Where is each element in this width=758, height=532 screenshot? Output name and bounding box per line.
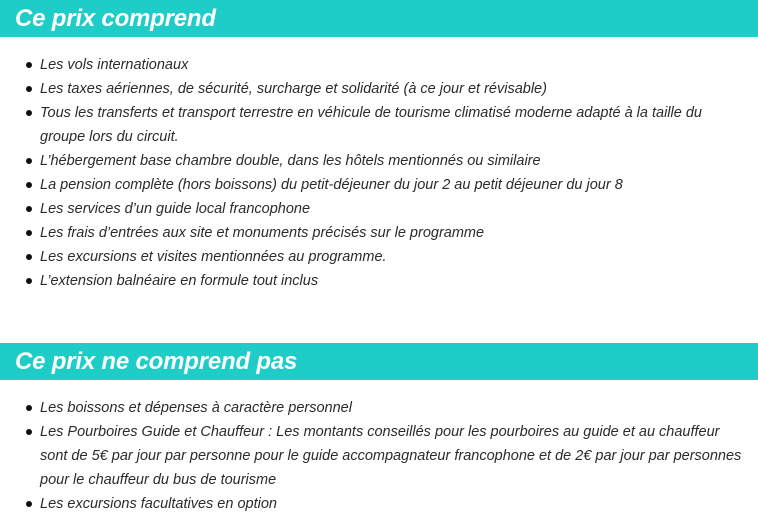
bullet-icon bbox=[26, 230, 32, 236]
list-item-text: Les Pourboires Guide et Chauffeur : Les montants conseillés pour les pourboires au guide et au chauffeur sont de 5€ par jour par personne pour le guide accompagnateur francophone et de 2€ par jour par personnes pour le chauffeur du bus de tourisme bbox=[40, 424, 742, 488]
list-item bbox=[0, 77, 758, 101]
list-item bbox=[0, 420, 758, 492]
list-item-text: Les excursions et visites mentionnées au programme. bbox=[40, 249, 387, 265]
list-item-text: Les excursions facultatives en option bbox=[40, 496, 277, 512]
list-item bbox=[0, 197, 758, 221]
list-item bbox=[0, 101, 758, 149]
list-item-text: L’extension balnéaire en formule tout inclus bbox=[40, 273, 319, 289]
bullet-icon bbox=[26, 405, 32, 411]
list-item bbox=[0, 173, 758, 197]
bullet-icon bbox=[26, 278, 32, 284]
list-item-text: Tous les transferts et transport terrestre en véhicule de tourisme climatisé moderne adapté à la taille du groupe lors du circuit. bbox=[40, 105, 702, 145]
list-item bbox=[0, 53, 758, 77]
included-list bbox=[0, 53, 758, 293]
included-header-band bbox=[0, 0, 758, 37]
excluded-header-band bbox=[0, 343, 758, 380]
bullet-icon bbox=[26, 254, 32, 260]
bullet-icon bbox=[26, 182, 32, 188]
list-item-text: Les boissons et dépenses à caractère personnel bbox=[40, 400, 352, 416]
bullet-icon bbox=[26, 86, 32, 92]
included-title: Ce prix comprend bbox=[15, 5, 216, 32]
bullet-icon bbox=[26, 158, 32, 164]
bullet-icon bbox=[26, 110, 32, 116]
bullet-icon bbox=[26, 501, 32, 507]
excluded-list bbox=[0, 396, 758, 516]
list-item bbox=[0, 149, 758, 173]
excluded-title: Ce prix ne comprend pas bbox=[15, 348, 298, 375]
list-item bbox=[0, 492, 758, 516]
excluded-section bbox=[0, 343, 758, 512]
list-item bbox=[0, 245, 758, 269]
list-item-text: La pension complète (hors boissons) du petit-déjeuner du jour 2 au petit déjeuner du jour 8 bbox=[40, 177, 623, 193]
list-item-text: Les vols internationaux bbox=[40, 57, 189, 73]
bullet-icon bbox=[26, 206, 32, 212]
list-item-text: Les taxes aériennes, de sécurité, surcharge et solidarité (à ce jour et révisable) bbox=[40, 81, 547, 97]
list-item bbox=[0, 221, 758, 245]
bullet-icon bbox=[26, 429, 32, 435]
bullet-icon bbox=[26, 62, 32, 68]
list-item-text: L’hébergement base chambre double, dans les hôtels mentionnés ou similaire bbox=[40, 153, 541, 169]
list-item bbox=[0, 269, 758, 293]
list-item-text: Les frais d’entrées aux site et monuments précisés sur le programme bbox=[40, 225, 485, 241]
list-item-text: Les services d’un guide local francophone bbox=[40, 201, 311, 217]
list-item bbox=[0, 396, 758, 420]
